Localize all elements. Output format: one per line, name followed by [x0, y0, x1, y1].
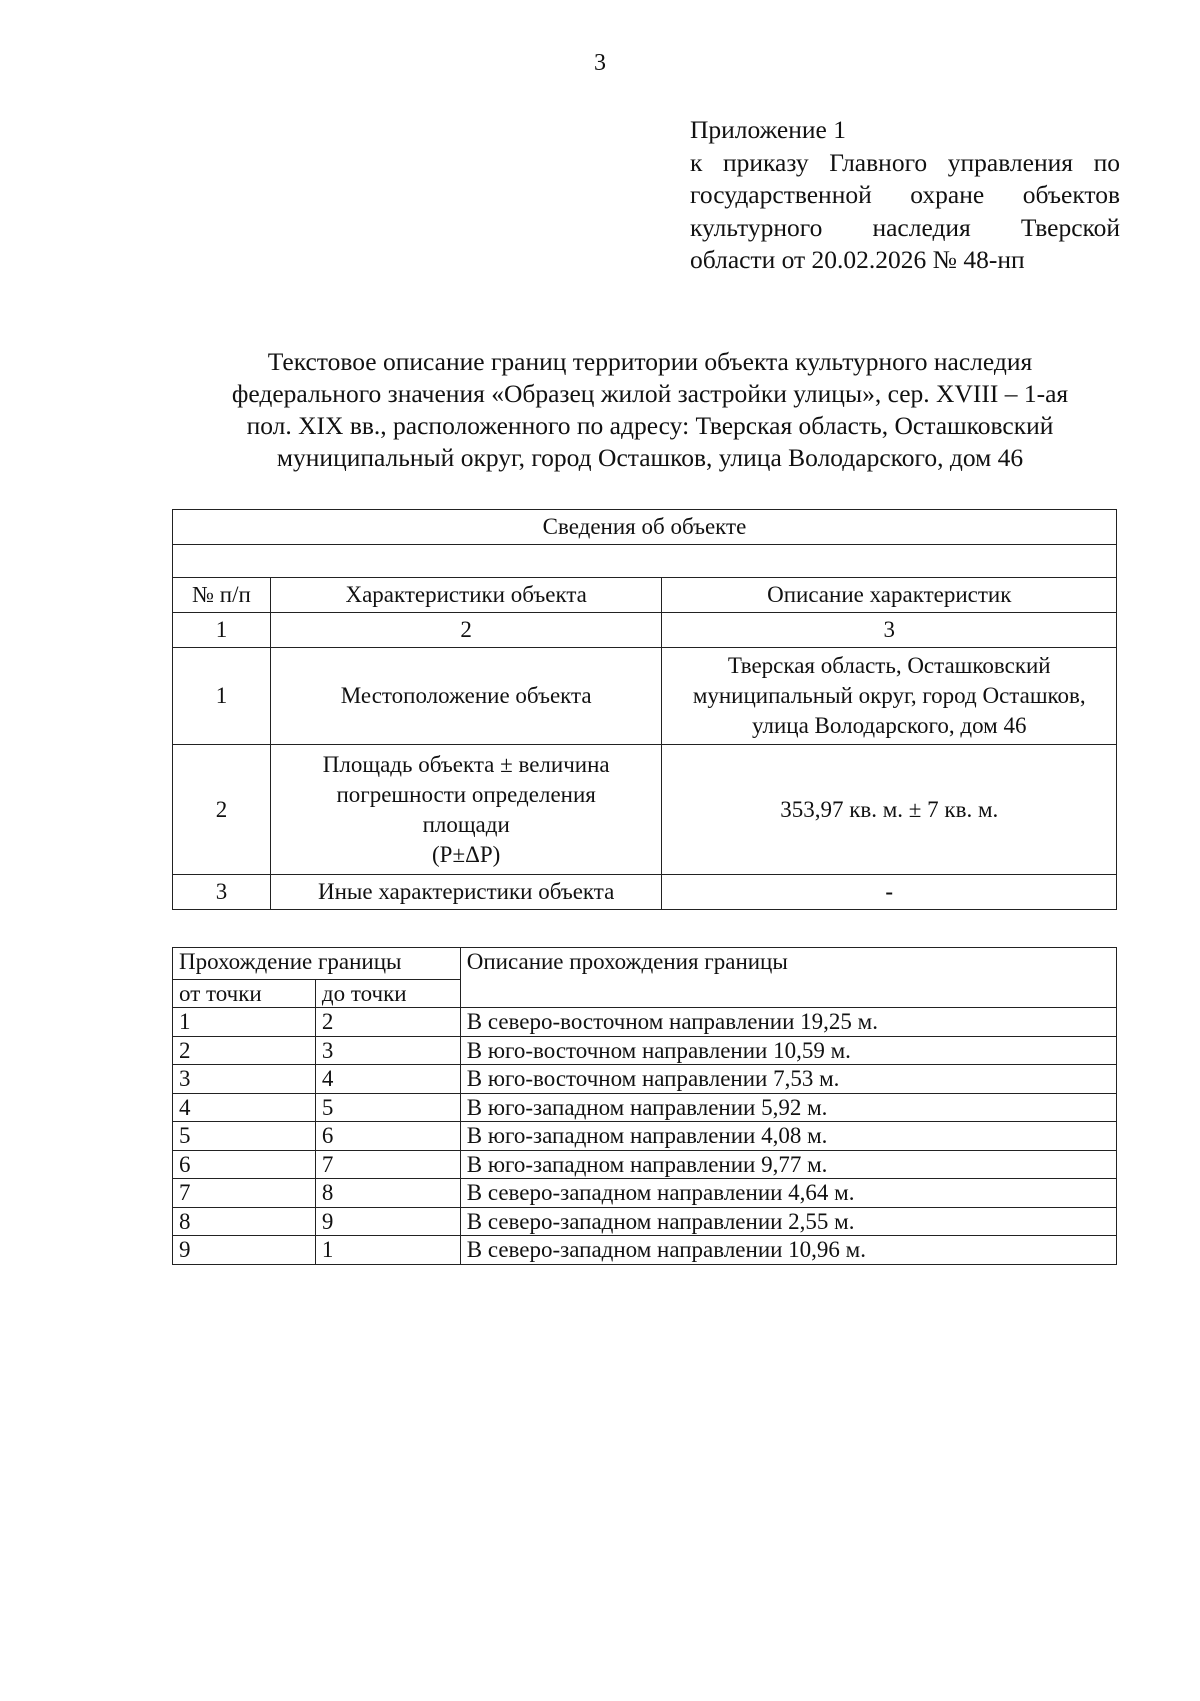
to-point: 2: [315, 1008, 460, 1037]
header-description: Описание характеристик: [662, 578, 1117, 613]
to-point: 3: [315, 1036, 460, 1065]
from-point: 6: [173, 1150, 316, 1179]
to-point: 4: [315, 1065, 460, 1094]
to-point: 9: [315, 1207, 460, 1236]
from-point: 9: [173, 1236, 316, 1265]
header-characteristic: Характеристики объекта: [270, 578, 662, 613]
table-row: [173, 648, 1117, 745]
table-row: [173, 1065, 1117, 1094]
object-info-table: [172, 509, 1117, 910]
to-point: 7: [315, 1150, 460, 1179]
to-point: 5: [315, 1093, 460, 1122]
from-point: 7: [173, 1179, 316, 1208]
appendix-header: [690, 114, 1120, 277]
empty-row: [173, 545, 1117, 578]
title-line: муниципальный округ, город Осташков, улица Володарского, дом 46: [276, 443, 1024, 472]
boundary-description: В северо-западном направлении 4,64 м.: [460, 1179, 1116, 1208]
boundary-description: В юго-западном направлении 9,77 м.: [460, 1150, 1116, 1179]
boundary-description: В юго-западном направлении 4,08 м.: [460, 1122, 1116, 1151]
appendix-line: области от 20.02.2026 № 48-нп: [690, 245, 1025, 274]
header-from-point: от точки: [173, 980, 316, 1008]
to-point: 6: [315, 1122, 460, 1151]
to-point: 8: [315, 1179, 460, 1208]
from-point: 4: [173, 1093, 316, 1122]
row-description: Тверская область, Осташковский муниципальный округ, город Осташков, улица Володарского, дом 46: [662, 648, 1117, 745]
table-row: [173, 1179, 1117, 1208]
boundary-table: [172, 947, 1117, 1265]
from-point: 3: [173, 1065, 316, 1094]
title-line: Текстовое описание границ территории объекта культурного наследия: [267, 347, 1033, 376]
row-characteristic: Местоположение объекта: [270, 648, 662, 745]
row-number: 1: [173, 648, 271, 745]
row-description: 353,97 кв. м. ± 7 кв. м.: [662, 745, 1117, 875]
to-point: 1: [315, 1236, 460, 1265]
boundary-description: В юго-восточном направлении 7,53 м.: [460, 1065, 1116, 1094]
table-row: [173, 1122, 1117, 1151]
from-point: 2: [173, 1036, 316, 1065]
column-number: 2: [270, 613, 662, 648]
table-row: [173, 1093, 1117, 1122]
appendix-title: Приложение 1: [690, 115, 846, 144]
boundary-description: В юго-западном направлении 5,92 м.: [460, 1093, 1116, 1122]
title-line: федерального значения «Образец жилой застройки улицы», сер. XVIII – 1-ая: [231, 379, 1069, 408]
header-number: № п/п: [173, 578, 271, 613]
title-line: пол. XIX вв., расположенного по адресу: Тверская область, Осташковский: [246, 411, 1054, 440]
table-caption: Сведения об объекте: [173, 510, 1117, 545]
boundary-description: В северо-западном направлении 2,55 м.: [460, 1207, 1116, 1236]
table-row: [173, 1236, 1117, 1265]
row-description: -: [662, 875, 1117, 910]
row-number: 3: [173, 875, 271, 910]
from-point: 5: [173, 1122, 316, 1151]
appendix-line: государственной охране объектов: [690, 180, 1120, 209]
document-title: [160, 346, 1140, 474]
table-row: [173, 1150, 1117, 1179]
page-number: 3: [594, 50, 606, 76]
row-number: 2: [173, 745, 271, 875]
boundary-description: В северо-восточном направлении 19,25 м.: [460, 1008, 1116, 1037]
column-number: 1: [173, 613, 271, 648]
header-boundary-passage: Прохождение границы: [173, 948, 461, 980]
from-point: 8: [173, 1207, 316, 1236]
from-point: 1: [173, 1008, 316, 1037]
header-boundary-description: Описание прохождения границы: [460, 948, 1116, 1008]
table-row: [173, 745, 1117, 875]
boundary-description: В юго-восточном направлении 10,59 м.: [460, 1036, 1116, 1065]
boundary-description: В северо-западном направлении 10,96 м.: [460, 1236, 1116, 1265]
row-characteristic: Площадь объекта ± величина погрешности определения площади (P±ΔP): [270, 745, 662, 875]
table-row: [173, 875, 1117, 910]
header-to-point: до точки: [315, 980, 460, 1008]
column-number: 3: [662, 613, 1117, 648]
table-row: [173, 1207, 1117, 1236]
appendix-line: культурного наследия Тверской: [690, 212, 1120, 242]
table-row: [173, 1008, 1117, 1037]
table-row: [173, 1036, 1117, 1065]
row-characteristic: Иные характеристики объекта: [270, 875, 662, 910]
appendix-line: к приказу Главного управления по: [690, 147, 1120, 177]
